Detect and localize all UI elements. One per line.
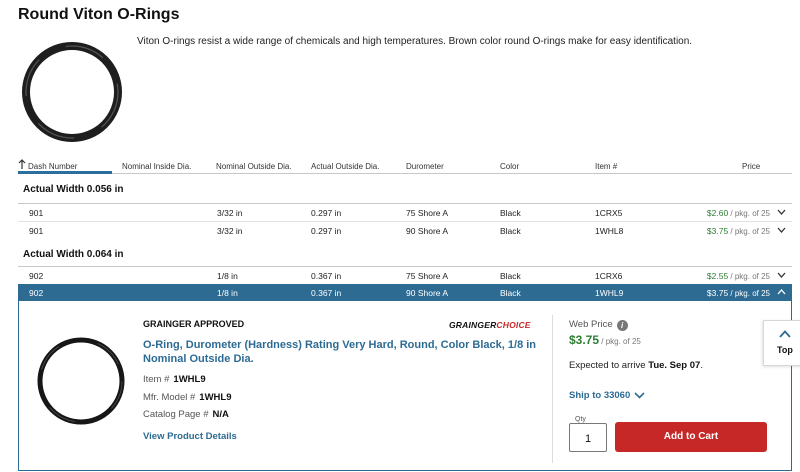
sort-arrow-up-icon[interactable] xyxy=(18,159,26,170)
cell-item: 1WHL9 xyxy=(595,288,624,298)
top-label: Top xyxy=(777,345,793,355)
cell-outside: 3/32 in xyxy=(217,226,243,236)
column-durometer[interactable]: Durometer xyxy=(406,162,444,171)
cell-price xyxy=(707,271,770,281)
logo-choice: CHOICE xyxy=(496,320,531,330)
cell-actual: 0.297 in xyxy=(311,226,342,236)
price-value: $3.75 xyxy=(706,226,729,236)
cell-durometer: 75 Shore A xyxy=(406,208,449,218)
cell-outside: 1/8 in xyxy=(217,271,238,281)
cell-dash: 901 xyxy=(29,226,44,236)
logo-brand: GRAINGER xyxy=(449,320,497,330)
group-title: Actual Width 0.064 in xyxy=(23,249,124,260)
chevron-down-icon xyxy=(634,392,645,399)
cell-color: Black xyxy=(500,288,521,298)
chevron-down-icon[interactable] xyxy=(777,272,786,278)
cell-dash: 902 xyxy=(29,271,44,281)
ship-to-text: Ship to 33060 xyxy=(569,390,631,401)
product-image[interactable] xyxy=(33,333,129,429)
panel-divider xyxy=(552,315,553,463)
cell-outside: 3/32 in xyxy=(217,208,243,218)
product-detail-panel xyxy=(18,301,792,471)
add-to-cart-button[interactable]: Add to Cart xyxy=(615,422,767,452)
ship-to-selector[interactable] xyxy=(569,390,645,401)
catalog-page xyxy=(143,409,229,420)
o-ring-image xyxy=(20,40,124,144)
group-title: Actual Width 0.056 in xyxy=(23,184,124,195)
column-item-number[interactable]: Item # xyxy=(595,162,618,171)
column-dash-number[interactable]: Dash Number xyxy=(28,162,78,171)
table-row-selected[interactable] xyxy=(18,284,792,301)
cell-item: 1CRX5 xyxy=(595,208,623,218)
page-title: Round Viton O-Rings xyxy=(18,6,180,23)
table-row[interactable] xyxy=(18,222,792,239)
sort-indicator xyxy=(18,171,112,174)
web-price-unit: / pkg. of 25 xyxy=(599,337,641,346)
chevron-down-icon[interactable] xyxy=(777,209,786,215)
quantity-label: Qty xyxy=(575,416,586,423)
table-header xyxy=(18,152,792,174)
cell-durometer: 90 Shore A xyxy=(406,288,449,298)
cell-durometer: 90 Shore A xyxy=(406,226,449,236)
web-price-value: $3.75 xyxy=(569,333,600,347)
cell-color: Black xyxy=(500,271,521,281)
cell-item: 1WHL8 xyxy=(595,226,624,236)
cell-outside: 1/8 in xyxy=(217,288,238,298)
grainger-choice-logo xyxy=(449,320,531,330)
price-unit: / pkg. of 25 xyxy=(728,272,770,281)
info-icon[interactable]: i xyxy=(617,320,628,331)
cell-durometer: 75 Shore A xyxy=(406,271,449,281)
item-number xyxy=(143,374,206,385)
back-to-top-button[interactable] xyxy=(763,320,800,366)
column-price[interactable]: Price xyxy=(742,162,761,171)
chevron-up-icon[interactable] xyxy=(777,289,786,295)
arrive-prefix: Expected to arrive xyxy=(569,360,649,371)
cell-color: Black xyxy=(500,226,521,236)
arrive-suffix: . xyxy=(700,360,703,371)
cell-price xyxy=(707,288,770,298)
web-price-text: Web Price xyxy=(569,319,613,330)
cell-actual: 0.367 in xyxy=(311,288,342,298)
price-value: $3.75 xyxy=(706,288,729,298)
delivery-estimate xyxy=(569,360,703,371)
quantity-input[interactable]: 1 xyxy=(569,423,607,452)
column-actual-outside-dia[interactable]: Actual Outside Dia. xyxy=(311,162,380,171)
price-unit: / pkg. of 25 xyxy=(728,209,770,218)
item-label: Item # xyxy=(143,374,170,385)
product-title-link[interactable]: O-Ring, Durometer (Hardness) Rating Very Hard, Round, Color Black, 1/8 in Nominal Outside Dia. xyxy=(143,339,537,365)
cell-dash: 902 xyxy=(29,288,44,298)
column-nominal-inside-dia[interactable]: Nominal Inside Dia. xyxy=(122,162,192,171)
mfr-model xyxy=(143,392,231,403)
cell-actual: 0.297 in xyxy=(311,208,342,218)
model-value: 1WHL9 xyxy=(199,392,232,403)
catalog-value: N/A xyxy=(212,409,229,420)
price-unit: / pkg. of 25 xyxy=(728,227,770,236)
cell-actual: 0.367 in xyxy=(311,271,342,281)
view-product-details-link[interactable]: View Product Details xyxy=(143,431,237,442)
arrive-date: Tue. Sep 07 xyxy=(648,360,701,371)
price-value: $2.60 xyxy=(706,208,729,218)
table-row[interactable] xyxy=(18,204,792,221)
grainger-approved-label: GRAINGER APPROVED xyxy=(143,319,245,329)
cell-color: Black xyxy=(500,208,521,218)
cell-item: 1CRX6 xyxy=(595,271,623,281)
chevron-up-icon xyxy=(779,330,791,338)
web-price xyxy=(569,333,641,347)
cell-dash: 901 xyxy=(29,208,44,218)
table-row[interactable] xyxy=(18,267,792,284)
cell-price xyxy=(707,226,770,236)
web-price-label xyxy=(569,319,628,331)
chevron-down-icon[interactable] xyxy=(777,227,786,233)
item-value: 1WHL9 xyxy=(173,374,206,385)
catalog-label: Catalog Page # xyxy=(143,409,209,420)
cell-price xyxy=(707,208,770,218)
column-color[interactable]: Color xyxy=(500,162,520,171)
page-description: Viton O-rings resist a wide range of chemicals and high temperatures. Brown color round O-rings make for easy identification. xyxy=(137,36,693,47)
price-unit: / pkg. of 25 xyxy=(728,289,770,298)
price-value: $2.55 xyxy=(706,271,729,281)
model-label: Mfr. Model # xyxy=(143,392,196,403)
column-nominal-outside-dia[interactable]: Nominal Outside Dia. xyxy=(216,162,292,171)
